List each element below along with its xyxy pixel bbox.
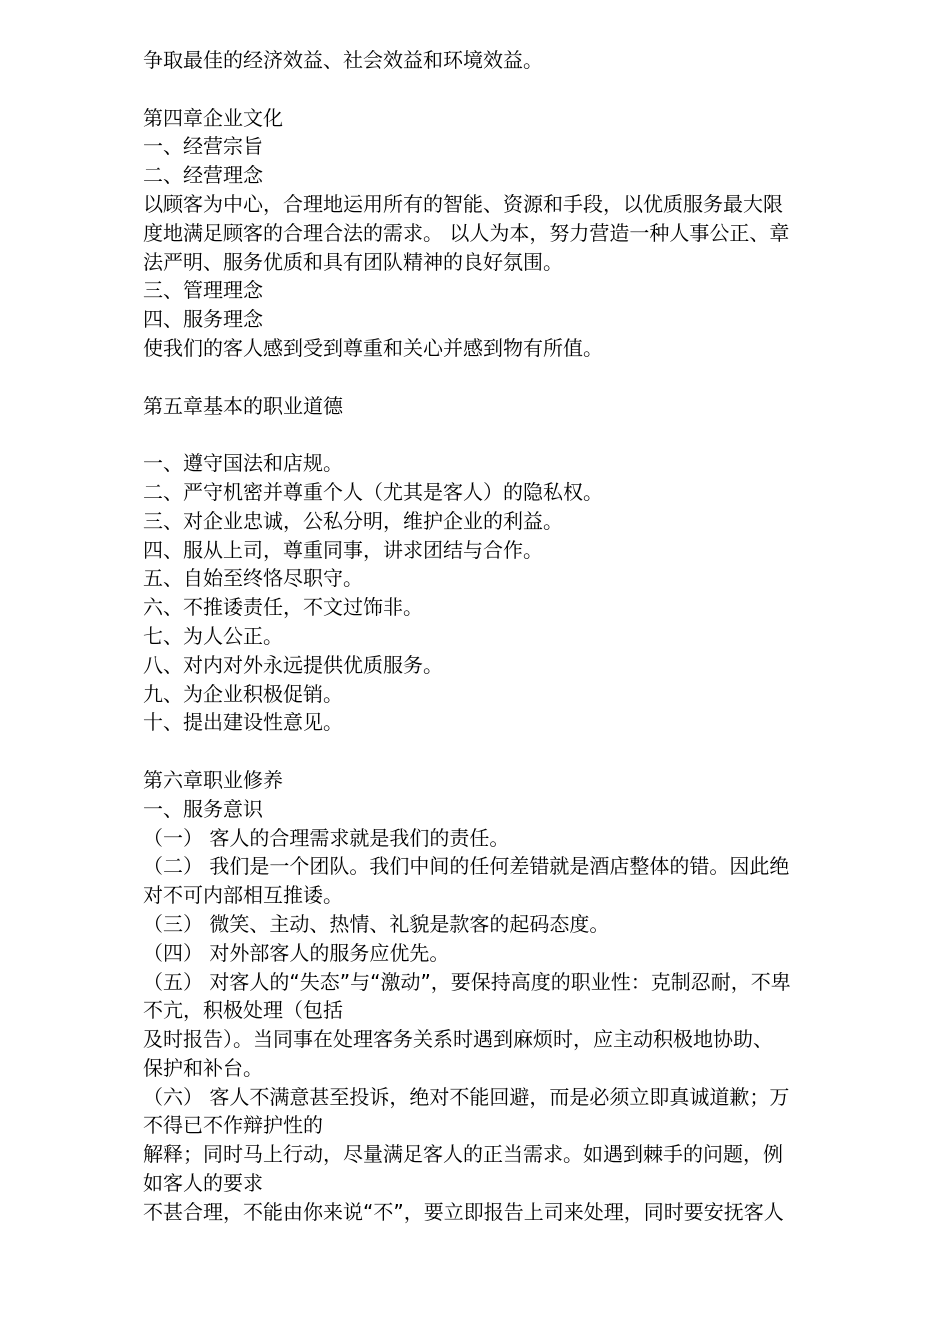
list-item: （四） 对外部客人的服务应优先。 bbox=[143, 940, 450, 965]
text-line: 不亢，积极处理（包括 bbox=[143, 998, 343, 1023]
text-line: 使我们的客人感到受到尊重和关心并感到物有所值。 bbox=[143, 335, 603, 360]
text-line: 对不可内部相互推诿。 bbox=[143, 883, 343, 908]
list-item: 一、遵守国法和店规。 bbox=[143, 451, 343, 476]
text-line: 不得已不作辩护性的 bbox=[143, 1113, 323, 1138]
list-item: 五、自始至终恪尽职守。 bbox=[143, 566, 363, 591]
list-item: 十、提出建设性意见。 bbox=[143, 710, 343, 735]
chapter-heading: 第五章基本的职业道德 bbox=[143, 393, 343, 418]
list-item: （一） 客人的合理需求就是我们的责任。 bbox=[143, 825, 510, 850]
text-line: 如客人的要求 bbox=[143, 1171, 263, 1196]
text-line: 解释；同时马上行动，尽量满足客人的正当需求。如遇到棘手的问题，例 bbox=[143, 1142, 783, 1167]
text-line: 及时报告）。当同事在处理客务关系时遇到麻烦时，应主动积极地协助、 bbox=[143, 1027, 773, 1052]
blank-line bbox=[143, 420, 873, 449]
list-item: 二、严守机密并尊重个人（尤其是客人）的隐私权。 bbox=[143, 479, 603, 504]
section-heading: 三、管理理念 bbox=[143, 278, 263, 303]
text-line: 保护和补台。 bbox=[143, 1055, 263, 1080]
blank-line bbox=[143, 737, 873, 766]
list-item: 三、对企业忠诚，公私分明，维护企业的利益。 bbox=[143, 508, 563, 533]
text-line: 以顾客为中心，合理地运用所有的智能、资源和手段，以优质服务最大限 bbox=[143, 191, 783, 216]
chapter-heading: 第四章企业文化 bbox=[143, 105, 283, 130]
text-line: 法严明、服务优质和具有团队精神的良好氛围。 bbox=[143, 249, 563, 274]
list-item: 七、为人公正。 bbox=[143, 623, 283, 648]
text-line: 争取最佳的经济效益、社会效益和环境效益。 bbox=[143, 48, 543, 72]
section-heading: 一、服务意识 bbox=[143, 796, 263, 821]
list-item: （三） 微笑、主动、热情、礼貌是款客的起码态度。 bbox=[143, 911, 610, 936]
list-item: 六、不推诿责任，不文过饰非。 bbox=[143, 595, 423, 620]
list-item: （二） 我们是一个团队。我们中间的任何差错就是酒店整体的错。因此绝 bbox=[143, 854, 790, 879]
text-line: 不甚合理，不能由你来说“不”，要立即报告上司来处理，同时要安抚客人 bbox=[143, 1199, 784, 1224]
section-heading: 四、服务理念 bbox=[143, 307, 263, 332]
blank-line bbox=[143, 363, 873, 392]
blank-line bbox=[143, 75, 873, 104]
text-line: 度地满足顾客的合理合法的需求。 以人为本，努力营造一种人事公正、章 bbox=[143, 220, 790, 245]
section-heading: 二、经营理念 bbox=[143, 163, 263, 188]
list-item: 四、服从上司，尊重同事，讲求团结与合作。 bbox=[143, 537, 543, 562]
list-item: 九、为企业积极促销。 bbox=[143, 681, 343, 706]
list-item: 八、对内对外永远提供优质服务。 bbox=[143, 652, 443, 677]
chapter-heading: 第六章职业修养 bbox=[143, 767, 283, 792]
list-item: （六） 客人不满意甚至投诉，绝对不能回避，而是必须立即真诚道歉；万 bbox=[143, 1084, 790, 1109]
list-item: （五） 对客人的“失态”与“激动”，要保持高度的职业性：克制忍耐，不卑 bbox=[143, 969, 791, 994]
document-page bbox=[143, 46, 873, 1227]
section-heading: 一、经营宗旨 bbox=[143, 134, 263, 159]
